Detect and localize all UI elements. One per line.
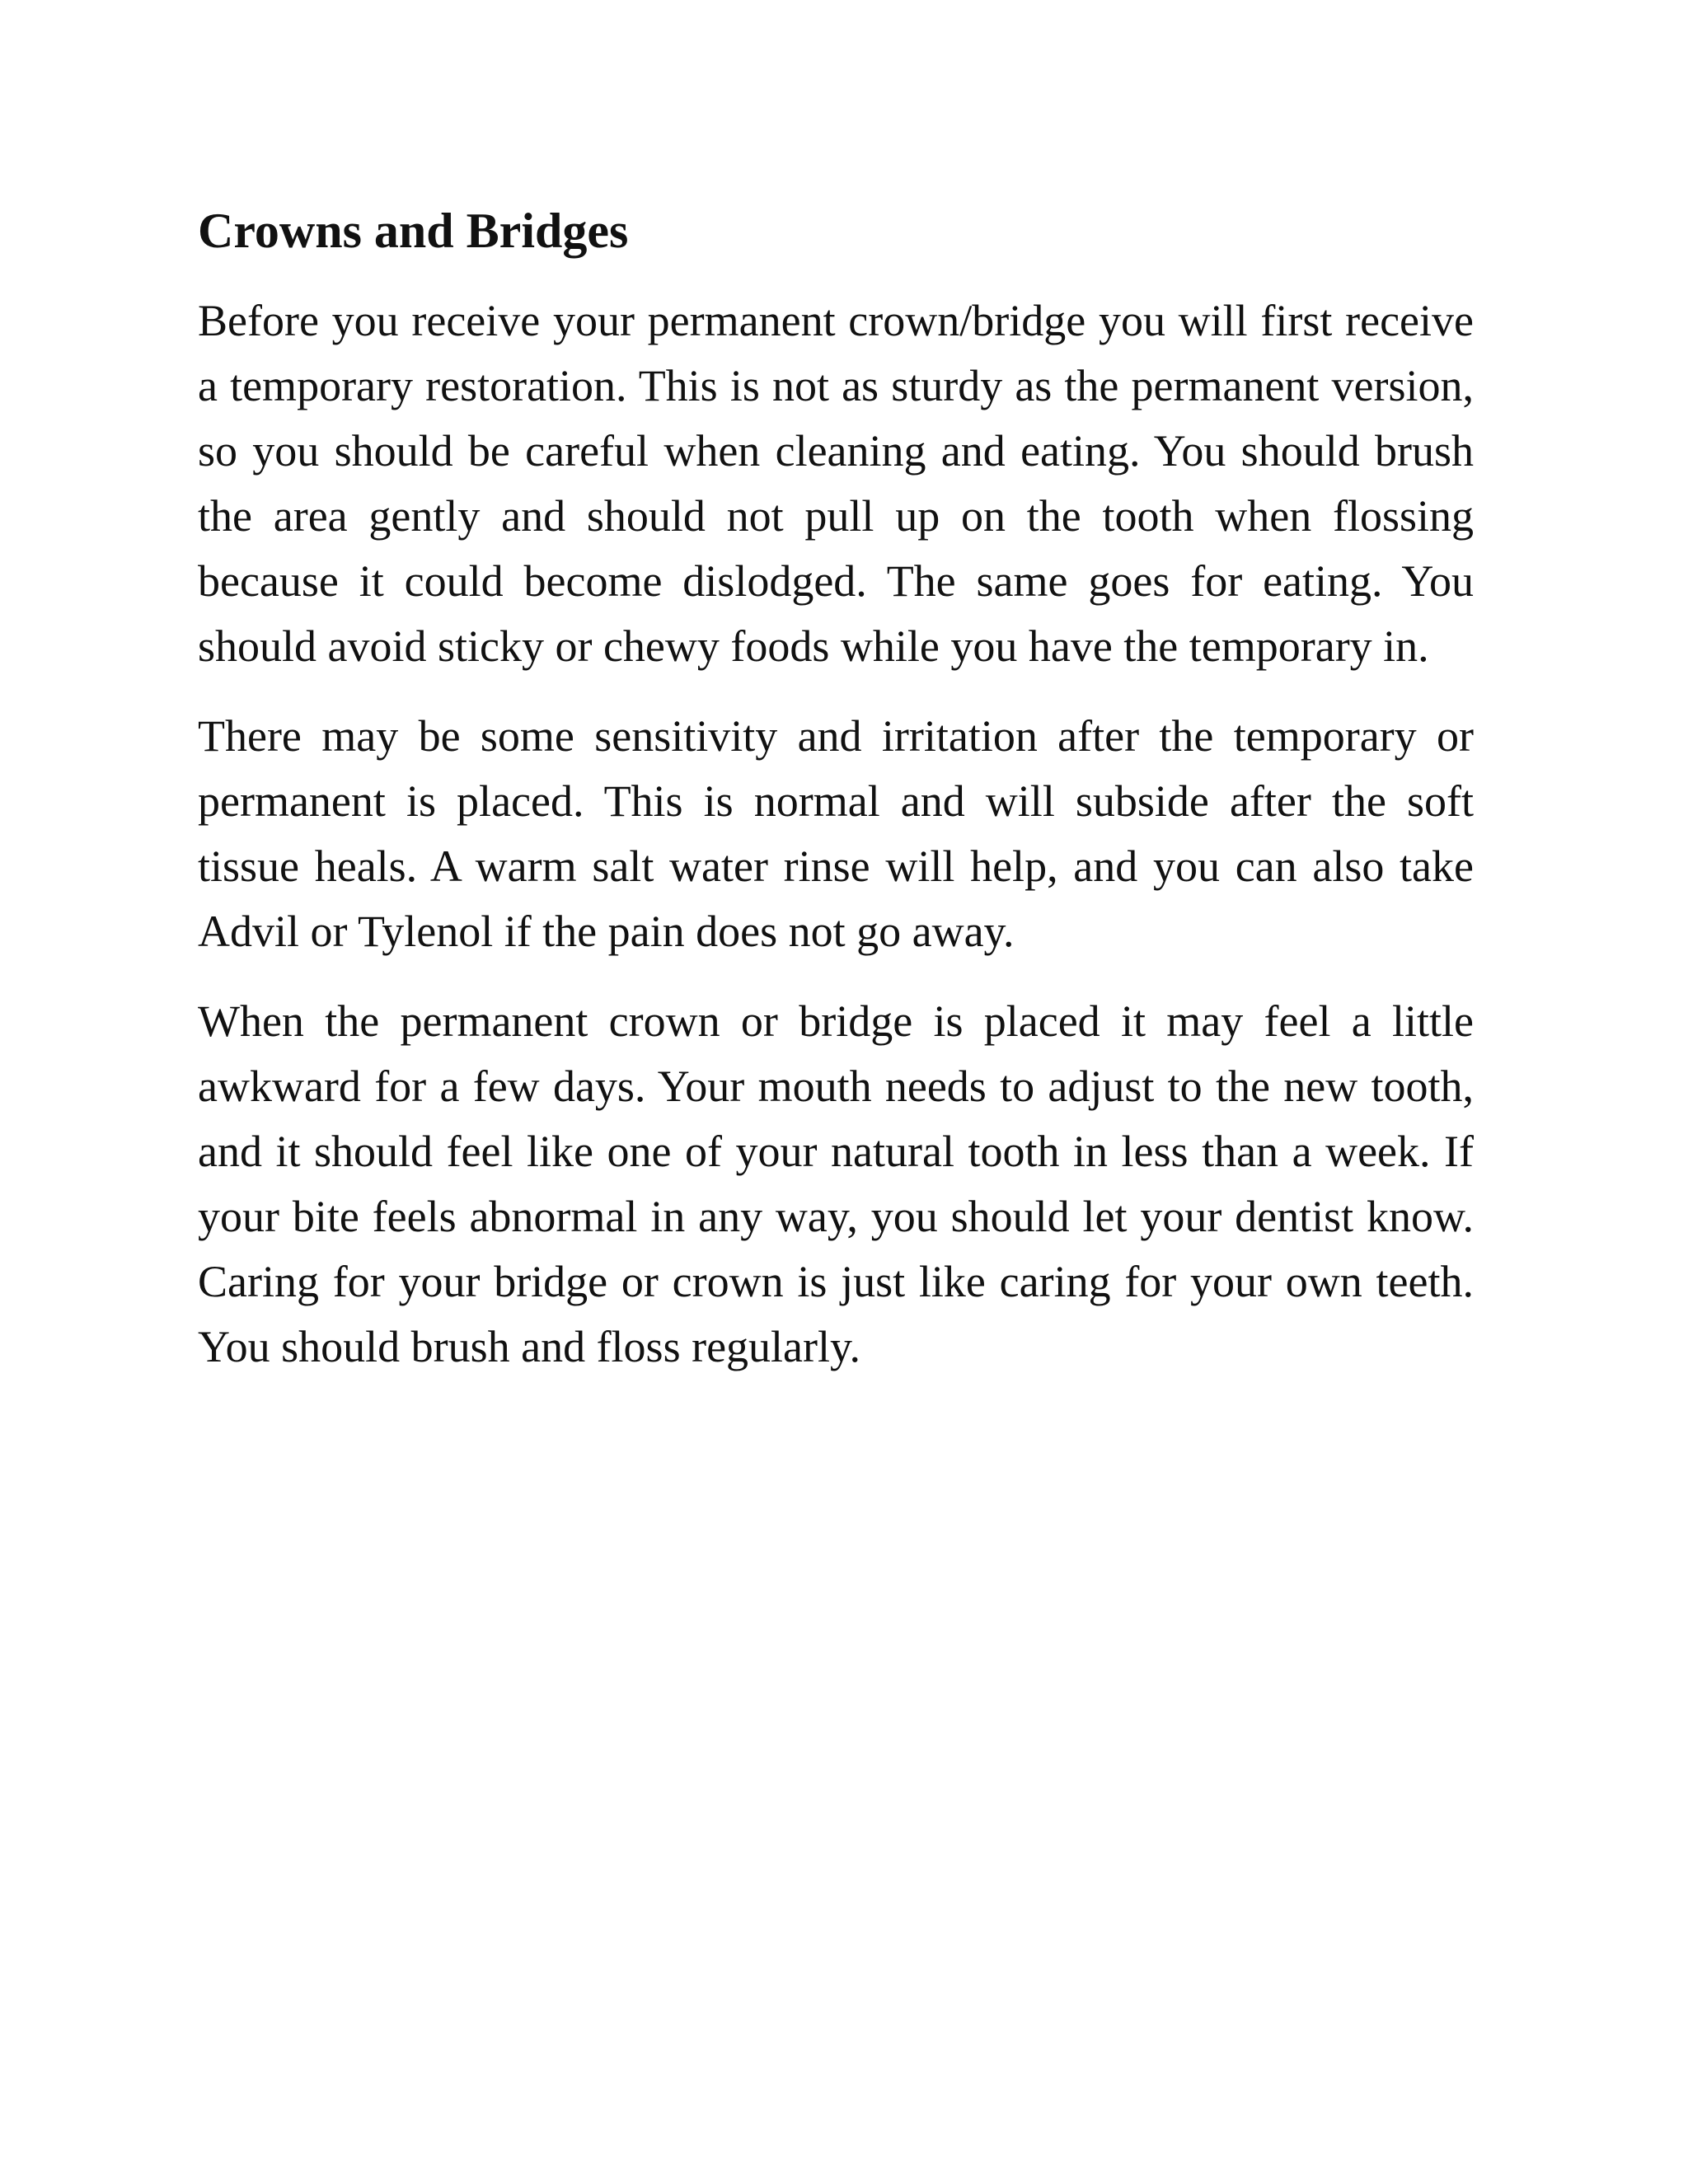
page-title: Crowns and Bridges xyxy=(198,204,629,258)
paragraph-temporary-restoration: Before you receive your permanent crown/bridge you will first receive a temporary restoration. This is not as sturdy as the permanent version, so you should be careful when cleaning and eating. You should brush the area gently and should not pull up on the tooth when flossing because it could become dislodged. The same goes for eating. You should avoid sticky or chewy foods while you have the temporary in. xyxy=(198,296,1474,671)
document-content xyxy=(198,194,1474,1404)
paragraph-permanent-placement: When the permanent crown or bridge is placed it may feel a little awkward for a few days. Your mouth needs to adjust to the new tooth, and it should feel like one of your natural tooth in less than a week. If your bite feels abnormal in any way, you should let your dentist know. Caring for your bridge or crown is just like caring for your own teeth. You should brush and floss regularly. xyxy=(198,996,1474,1371)
paragraph-sensitivity: There may be some sensitivity and irritation after the temporary or permanent is placed. This is normal and will subside after the soft tissue heals. A warm salt water rinse will help, and you can also take Advil or Tylenol if the pain does not go away. xyxy=(198,711,1474,956)
